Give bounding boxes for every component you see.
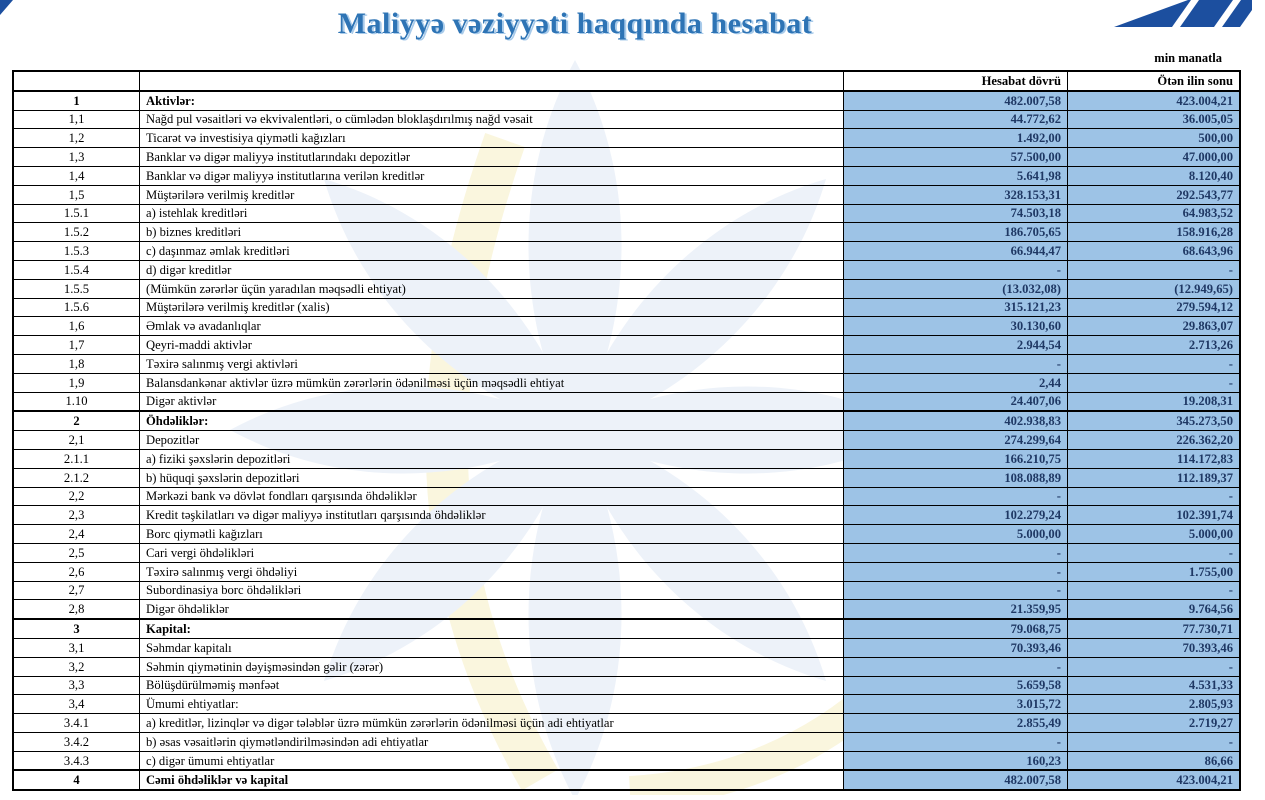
table-header: [13, 71, 1240, 91]
table-row: [13, 695, 1240, 714]
row-number-cell: 1,3: [13, 148, 140, 167]
row-label-cell: Banklar və digər maliyyə institutlarındakı depozitlər: [140, 148, 844, 167]
row-number-cell: 1,2: [13, 129, 140, 148]
current-value-cell: -: [844, 487, 1068, 506]
current-value-cell: -: [844, 543, 1068, 562]
table-row: [13, 562, 1240, 581]
row-number-cell: 2.1.1: [13, 449, 140, 468]
previous-value-cell: 86,66: [1068, 751, 1241, 770]
previous-value-cell: 102.391,74: [1068, 506, 1241, 525]
row-number-cell: 1,4: [13, 166, 140, 185]
row-label-cell: b) əsas vəsaitlərin qiymətləndirilməsindən adi ehtiyatlar: [140, 732, 844, 751]
row-label-cell: Səhmdar kapitalı: [140, 638, 844, 657]
current-value-cell: 66.944,47: [844, 242, 1068, 261]
row-label-cell: c) digər ümumi ehtiyatlar: [140, 751, 844, 770]
current-value-cell: 74.503,18: [844, 204, 1068, 223]
table-row: [13, 468, 1240, 487]
header-number-cell: [13, 71, 140, 91]
previous-value-cell: 29.863,07: [1068, 317, 1241, 336]
previous-value-cell: 279.594,12: [1068, 298, 1241, 317]
previous-value-cell: 19.208,31: [1068, 392, 1241, 411]
row-number-cell: 1.5.5: [13, 279, 140, 298]
row-number-cell: 1.5.4: [13, 260, 140, 279]
row-label-cell: Ticarət və investisiya qiymətli kağızları: [140, 129, 844, 148]
unit-note: min manatla: [1154, 51, 1222, 65]
row-label-cell: Müştərilərə verilmiş kreditlər (xalis): [140, 298, 844, 317]
previous-value-cell: -: [1068, 354, 1241, 373]
table-row: [13, 506, 1240, 525]
table-row: [13, 223, 1240, 242]
row-label-cell: Müştərilərə verilmiş kreditlər: [140, 185, 844, 204]
previous-value-cell: 70.393,46: [1068, 638, 1241, 657]
header-label-cell: [140, 71, 844, 91]
previous-value-cell: 2.713,26: [1068, 336, 1241, 355]
table-row: [13, 714, 1240, 733]
row-number-cell: 3.4.1: [13, 714, 140, 733]
row-label-cell: Kredit təşkilatları və digər maliyyə institutları qarşısında öhdəliklər: [140, 506, 844, 525]
previous-value-cell: 158.916,28: [1068, 223, 1241, 242]
current-value-cell: 79.068,75: [844, 619, 1068, 638]
row-number-cell: 2.1.2: [13, 468, 140, 487]
current-value-cell: 57.500,00: [844, 148, 1068, 167]
row-label-cell: (Mümkün zərərlər üçün yaradılan məqsədli ehtiyat): [140, 279, 844, 298]
previous-value-cell: 1.755,00: [1068, 562, 1241, 581]
table-row: [13, 298, 1240, 317]
current-value-cell: 5.659,58: [844, 676, 1068, 695]
table-row: [13, 354, 1240, 373]
row-number-cell: 1.5.3: [13, 242, 140, 261]
row-number-cell: 1,9: [13, 373, 140, 392]
row-number-cell: 3,4: [13, 695, 140, 714]
current-value-cell: -: [844, 657, 1068, 676]
previous-value-cell: 9.764,56: [1068, 600, 1241, 619]
table-body: [13, 91, 1240, 790]
previous-value-cell: 5.000,00: [1068, 525, 1241, 544]
current-value-cell: -: [844, 732, 1068, 751]
row-label-cell: Borc qiymətli kağızları: [140, 525, 844, 544]
current-value-cell: -: [844, 581, 1068, 600]
table-row: [13, 732, 1240, 751]
previous-value-cell: 2.719,27: [1068, 714, 1241, 733]
table-row: [13, 600, 1240, 619]
table-row: [13, 581, 1240, 600]
table-row: [13, 148, 1240, 167]
previous-value-cell: 292.543,77: [1068, 185, 1241, 204]
row-label-cell: Kapital:: [140, 619, 844, 638]
previous-value-cell: -: [1068, 732, 1241, 751]
row-number-cell: 1,8: [13, 354, 140, 373]
table-row: [13, 279, 1240, 298]
previous-value-cell: 112.189,37: [1068, 468, 1241, 487]
previous-value-cell: 226.362,20: [1068, 431, 1241, 450]
row-label-cell: Əmlak və avadanlıqlar: [140, 317, 844, 336]
current-value-cell: 2,44: [844, 373, 1068, 392]
row-number-cell: 3.4.3: [13, 751, 140, 770]
row-label-cell: Balansdankənar aktivlər üzrə mümkün zərərlərin ödənilməsi üçün məqsədli ehtiyat: [140, 373, 844, 392]
row-number-cell: 1.5.2: [13, 223, 140, 242]
row-label-cell: Təxirə salınmış vergi aktivləri: [140, 354, 844, 373]
row-number-cell: 1.5.6: [13, 298, 140, 317]
previous-value-cell: 345.273,50: [1068, 411, 1241, 430]
row-label-cell: b) hüquqi şəxslərin depozitləri: [140, 468, 844, 487]
current-value-cell: 402.938,83: [844, 411, 1068, 430]
row-number-cell: 1.5.1: [13, 204, 140, 223]
row-number-cell: 1: [13, 91, 140, 110]
table-row: [13, 336, 1240, 355]
current-value-cell: 160,23: [844, 751, 1068, 770]
table-row: [13, 543, 1240, 562]
table-row: [13, 676, 1240, 695]
header-current-period-cell: Hesabat dövrü: [844, 71, 1068, 91]
row-label-cell: Banklar və digər maliyyə institutlarına verilən kreditlər: [140, 166, 844, 185]
row-label-cell: Təxirə salınmış vergi öhdəliyi: [140, 562, 844, 581]
financial-position-table: [12, 70, 1241, 791]
previous-value-cell: -: [1068, 581, 1241, 600]
row-label-cell: Aktivlər:: [140, 91, 844, 110]
table-row: [13, 129, 1240, 148]
row-label-cell: b) biznes kreditləri: [140, 223, 844, 242]
row-label-cell: Səhmin qiymətinin dəyişməsindən gəlir (zərər): [140, 657, 844, 676]
table-row: [13, 260, 1240, 279]
row-number-cell: 2,5: [13, 543, 140, 562]
row-label-cell: Digər öhdəliklər: [140, 600, 844, 619]
table-row: [13, 242, 1240, 261]
row-number-cell: 2,1: [13, 431, 140, 450]
row-label-cell: Nağd pul vəsaitləri və ekvivalentləri, o cümlədən bloklaşdırılmış nağd vəsait: [140, 110, 844, 129]
current-value-cell: 328.153,31: [844, 185, 1068, 204]
row-number-cell: 3,2: [13, 657, 140, 676]
table-row: [13, 373, 1240, 392]
row-label-cell: Mərkəzi bank və dövlət fondları qarşısında öhdəliklər: [140, 487, 844, 506]
row-label-cell: Cəmi öhdəliklər və kapital: [140, 770, 844, 790]
previous-value-cell: -: [1068, 260, 1241, 279]
current-value-cell: (13.032,08): [844, 279, 1068, 298]
row-label-cell: a) istehlak kreditləri: [140, 204, 844, 223]
current-value-cell: 315.121,23: [844, 298, 1068, 317]
current-value-cell: 2.944,54: [844, 336, 1068, 355]
previous-value-cell: -: [1068, 373, 1241, 392]
row-label-cell: Öhdəliklər:: [140, 411, 844, 430]
row-number-cell: 3,1: [13, 638, 140, 657]
current-value-cell: 482.007,58: [844, 91, 1068, 110]
current-value-cell: 2.855,49: [844, 714, 1068, 733]
row-number-cell: 2,2: [13, 487, 140, 506]
previous-value-cell: 36.005,05: [1068, 110, 1241, 129]
previous-value-cell: 68.643,96: [1068, 242, 1241, 261]
table-row: [13, 392, 1240, 411]
current-value-cell: 21.359,95: [844, 600, 1068, 619]
current-value-cell: 3.015,72: [844, 695, 1068, 714]
previous-value-cell: 114.172,83: [1068, 449, 1241, 468]
previous-value-cell: 4.531,33: [1068, 676, 1241, 695]
current-value-cell: 44.772,62: [844, 110, 1068, 129]
row-number-cell: 2,7: [13, 581, 140, 600]
current-value-cell: 30.130,60: [844, 317, 1068, 336]
page-title: Maliyyə vəziyyəti haqqında hesabat: [337, 7, 813, 40]
table-row: [13, 204, 1240, 223]
current-value-cell: 5.000,00: [844, 525, 1068, 544]
row-label-cell: Subordinasiya borc öhdəlikləri: [140, 581, 844, 600]
row-number-cell: 2,8: [13, 600, 140, 619]
previous-value-cell: 2.805,93: [1068, 695, 1241, 714]
row-label-cell: Digər aktivlər: [140, 392, 844, 411]
previous-value-cell: (12.949,65): [1068, 279, 1241, 298]
current-value-cell: -: [844, 562, 1068, 581]
table-row: [13, 411, 1240, 430]
row-label-cell: Bölüşdürülməmiş mənfəət: [140, 676, 844, 695]
row-label-cell: Cari vergi öhdəlikləri: [140, 543, 844, 562]
current-value-cell: 24.407,06: [844, 392, 1068, 411]
row-label-cell: Depozitlər: [140, 431, 844, 450]
current-value-cell: 108.088,89: [844, 468, 1068, 487]
previous-value-cell: 64.983,52: [1068, 204, 1241, 223]
current-value-cell: 102.279,24: [844, 506, 1068, 525]
row-number-cell: 3: [13, 619, 140, 638]
row-number-cell: 3,3: [13, 676, 140, 695]
row-label-cell: Qeyri-maddi aktivlər: [140, 336, 844, 355]
row-number-cell: 2,3: [13, 506, 140, 525]
table-row: [13, 657, 1240, 676]
previous-value-cell: 77.730,71: [1068, 619, 1241, 638]
previous-value-cell: -: [1068, 487, 1241, 506]
row-number-cell: 2,6: [13, 562, 140, 581]
previous-value-cell: 500,00: [1068, 129, 1241, 148]
current-value-cell: 186.705,65: [844, 223, 1068, 242]
table-row: [13, 317, 1240, 336]
current-value-cell: 482.007,58: [844, 770, 1068, 790]
table-row: [13, 91, 1240, 110]
row-number-cell: 1.10: [13, 392, 140, 411]
current-value-cell: 274.299,64: [844, 431, 1068, 450]
current-value-cell: -: [844, 354, 1068, 373]
row-label-cell: c) daşınmaz əmlak kreditləri: [140, 242, 844, 261]
current-value-cell: 1.492,00: [844, 129, 1068, 148]
row-label-cell: d) digər kreditlər: [140, 260, 844, 279]
table-row: [13, 638, 1240, 657]
table-row: [13, 449, 1240, 468]
row-number-cell: 2,4: [13, 525, 140, 544]
row-label-cell: a) kreditlər, lizinqlər və digər tələblər üzrə mümkün zərərlərin ödənilməsi üçün adi ehtiyatlar: [140, 714, 844, 733]
row-number-cell: 3.4.2: [13, 732, 140, 751]
row-number-cell: 1,5: [13, 185, 140, 204]
row-number-cell: 1,1: [13, 110, 140, 129]
table-row: [13, 619, 1240, 638]
previous-value-cell: 8.120,40: [1068, 166, 1241, 185]
row-label-cell: Ümumi ehtiyatlar:: [140, 695, 844, 714]
previous-value-cell: -: [1068, 657, 1241, 676]
current-value-cell: 5.641,98: [844, 166, 1068, 185]
row-number-cell: 1,6: [13, 317, 140, 336]
table-row: [13, 166, 1240, 185]
previous-value-cell: 423.004,21: [1068, 770, 1241, 790]
previous-value-cell: -: [1068, 543, 1241, 562]
current-value-cell: -: [844, 260, 1068, 279]
row-label-cell: a) fiziki şəxslərin depozitləri: [140, 449, 844, 468]
previous-value-cell: 47.000,00: [1068, 148, 1241, 167]
table-row: [13, 770, 1240, 790]
row-number-cell: 2: [13, 411, 140, 430]
previous-value-cell: 423.004,21: [1068, 91, 1241, 110]
table-header-row: [13, 71, 1240, 91]
row-number-cell: 4: [13, 770, 140, 790]
table-row: [13, 525, 1240, 544]
current-value-cell: 166.210,75: [844, 449, 1068, 468]
table-row: [13, 751, 1240, 770]
table-row: [13, 431, 1240, 450]
header-previous-period-cell: Ötən ilin sonu: [1068, 71, 1241, 91]
table-row: [13, 110, 1240, 129]
table-row: [13, 185, 1240, 204]
table-row: [13, 487, 1240, 506]
row-number-cell: 1,7: [13, 336, 140, 355]
current-value-cell: 70.393,46: [844, 638, 1068, 657]
